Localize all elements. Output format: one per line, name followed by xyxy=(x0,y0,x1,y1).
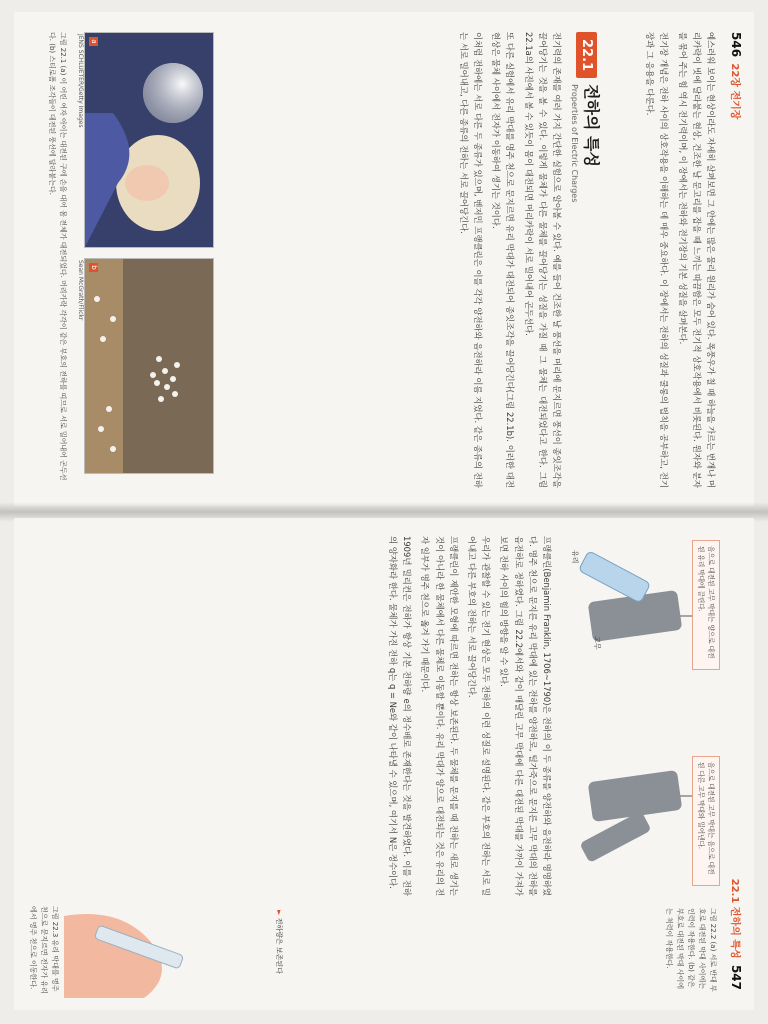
photo-credit-1: JENS SCHLUETER/Getty Images xyxy=(77,34,84,128)
rubbing-rod-image xyxy=(64,906,194,998)
left-body-paragraph-3: 이처럼 전하에는 서로 다른 두 종류가 있으며, 벤저민 프랭클린은 이를 각각 양전하와 음전하라 이름 지었다. 같은 종류의 전하는 서로 밀어내고, 다른 종류의 전하는 서로 끌어당긴다. xyxy=(458,32,483,488)
figure-22-2-note-repel: 음으로 대전된 고무 막대는 음으로 대전된 다른 고무 막대와 밀어낸다. xyxy=(692,756,720,886)
intro-paragraph: 예스러워 보이는 현상이라도 자세히 살펴보면 그 안에는 많은 물리 원리가 숨어 있다. 폭풍우가 칠 때 하늘을 가르는 번개나 머리카락이 빗에 달라붙는 현상, 건조한 날 문고리를 잡을 때 느끼는 따끔함은 모두 전기적 상호작용에서 비롯된다. 원자와 분자를 묶어 주는 힘 역시 전기력이며, 이 장에서는 전하와 전기장의 기본 성질을 살펴본다. xyxy=(677,32,716,488)
right-body-paragraph-4: 1909년 밀리컨은 전하가 항상 기본 전하량 e의 정수배로 존재한다는 것을 발견하였다. 이를 전하의 양자화라 한다. 물체가 가진 전하 q는 q = Ne와 같이 나타낼 수 있으며, 여기서 N은 정수이다. xyxy=(387,536,413,896)
margin-note-text: 전하량은 보존된다 xyxy=(275,917,283,974)
right-body xyxy=(382,536,554,896)
section-subtitle: Properties of Electric Charges xyxy=(570,84,579,203)
left-intro xyxy=(639,32,718,488)
figure-22-3-caption: 그림 22.3 유리 막대를 명주 천으로 문지르면 전자가 유리에서 명주 천으로 이동한다. xyxy=(29,906,59,994)
left-page xyxy=(14,12,754,506)
figure-22-2-note-attract: 음으로 대전된 고무 막대는 양으로 대전된 유리 막대에 끌린다. xyxy=(692,540,720,670)
rod-label-rubber: 고무 xyxy=(593,636,601,650)
chapter-label: 22장 전기장 xyxy=(729,63,740,120)
right-page xyxy=(14,518,754,1010)
photo-tag-b: b xyxy=(89,263,98,272)
right-running-title: 22.1 전하의 특성 xyxy=(729,878,740,959)
rod-label-glass: 유리 xyxy=(571,550,579,564)
left-body xyxy=(453,32,564,488)
intro-paragraph-2: 전기장 개념은 전하 사이의 상호작용을 이해하는 데 매우 중요하다. 이 장에서는 전하의 성질과 쿨롱의 법칙을 공부하고, 전기장과 그 응용을 다룬다. xyxy=(645,32,670,488)
figure-22-1-caption: 그림 22.1 (a) 이 어린 여자 아이는 대전된 구에 손을 대어 몸 전체가 대전되었다. 머리카락 각각이 같은 부호의 전하를 띠므로 서로 밀어내어 곤두선다. (b) 스티로폼 조각들이 대전된 풍선에 달라붙는다. xyxy=(48,32,67,481)
right-page-number: 547 xyxy=(729,964,743,990)
left-page-number: 546 xyxy=(729,32,743,58)
section-heading xyxy=(570,32,604,202)
left-body-paragraph-2: 또 다른 실험에서 유리 막대를 명주 천으로 문지르면 유리 막대가 대전되어 종잇조각을 끌어당긴다(그림 22.1b). 이러한 대전 현상은 물체 사이에서 전자가 이동하여 생기는 것이다. xyxy=(491,32,516,488)
figure-22-2 xyxy=(570,536,720,896)
right-body-paragraph-1: 프랭클린(Benjamin Franklin, 1706~1790)은 전하의 이 두 종류를 양전하와 음전하라 명명하였다. 명주 천으로 문지른 유리 막대에 있는 전하를 양전하로, 털가죽으로 문지른 고무 막대의 전하를 음전하로 정하였다. 그림 22.2에서와 같이 매달린 고무 막대에 다른 대전된 막대를 가까이 가져가 보면 전하 사이의 힘의 방향을 알 수 있다. xyxy=(499,536,552,896)
figure-photo-b xyxy=(84,258,214,474)
styrofoam-balloon-image xyxy=(85,259,213,473)
right-body-paragraph-3: 프랭클린이 제안한 모형에 따르면 전하는 항상 보존된다. 두 물체를 문지를 때 전하는 새로 생기는 것이 아니라 한 물체에서 다른 물체로 이동할 뿐이다. 유리 막대가 양으로 대전되는 것은 유리의 전자 일부가 명주 천으로 옮겨 가기 때문이다. xyxy=(420,536,459,896)
section-title: 전하의 특성 xyxy=(582,84,601,167)
photo-credit-2: Sean McGrath/Flickr xyxy=(77,260,84,321)
photo-tag-a: a xyxy=(89,37,98,46)
left-body-paragraph-1: 전기력의 존재를 여러 가지 간단한 실험으로 알아볼 수 있다. 예를 들어 건조한 날 풍선을 머리에 문지르면 풍선이 종잇조각을 끌어당기는 것을 볼 수 있다. 이렇게 물체가 다른 물체를 끌어당기는 성질을 가질 때 그 물체는 대전되었다고 한다. 그림 22.1a의 사진에서 볼 수 있듯이 몸이 대전되면 머리카락이 서로 밀어내어 곤두선다. xyxy=(523,32,562,488)
section-number: 22.1 xyxy=(577,32,598,78)
figure-22-2-caption: 그림 22.2 (a) 서로 반대 부호로 대전된 막대 사이에는 인력이 작용한다. (b) 같은 부호로 대전된 막대 사이에는 척력이 작용한다. xyxy=(665,908,717,992)
figure-photo-a xyxy=(84,32,214,248)
left-running-head xyxy=(729,32,744,119)
figure-22-3 xyxy=(64,906,194,998)
right-running-head xyxy=(729,879,744,990)
margin-note: ► 전하량은 보존된다 xyxy=(275,910,283,974)
girl-static-hair-image xyxy=(85,33,213,247)
right-body-paragraph-2: 우리가 관찰할 수 있는 전기 현상은 모두 전하의 이런 성질로 설명된다. 같은 부호의 전하는 서로 밀어내고 다른 부호의 전하는 서로 끌어당긴다. xyxy=(466,536,492,896)
